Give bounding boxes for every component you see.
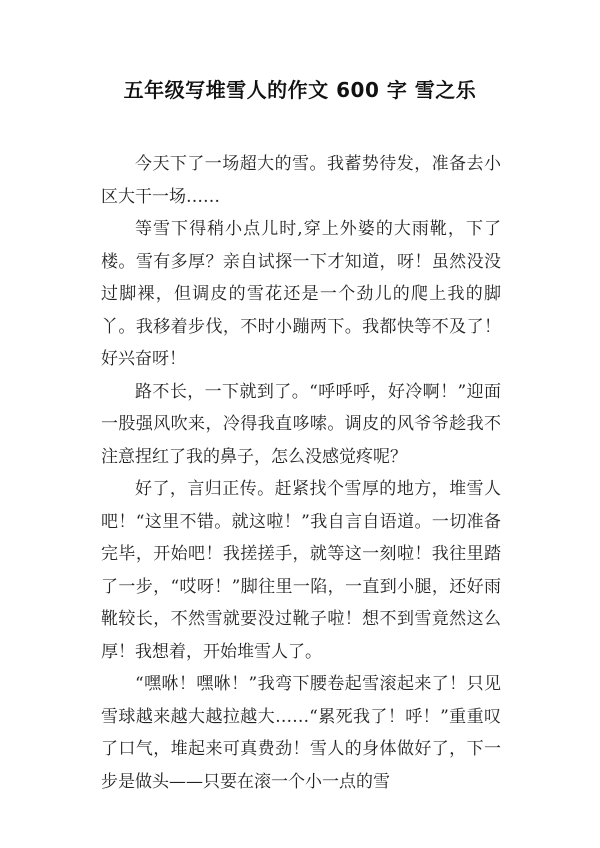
document-title: 五年级写堆雪人的作文 600 字 雪之乐 — [123, 78, 477, 102]
paragraph: 路不长，一下就到了。“呼呼呼，好冷啊！”迎面一股强风吹来，冷得我直哆嗦。调皮的风爷爷趁我不注意捏红了我的鼻子，怎么没感觉疼呢？ — [101, 381, 501, 467]
paragraph: 等雪下得稍小点儿时,穿上外婆的大雨靴，下了楼。雪有多厚？亲自试探一下才知道，呀！虽然没没过脚裸，但调皮的雪花还是一个劲儿的爬上我的脚丫。我移着步伐，不时小蹦两下。我都快等不及了！好兴奋呀！ — [101, 219, 501, 369]
paragraph: 好了，言归正传。赶紧找个雪厚的地方，堆雪人吧！“这里不错。就这啦！”我自言自语道。一切准备完毕，开始吧！我搓搓手，就等这一刻啦！我往里踏了一步，“哎呀！”脚往里一陷，一直到小腿，还好雨靴较长，不然雪就要没过靴子啦！想不到雪竟然这么厚！我想着，开始堆雪人了。 — [101, 479, 501, 662]
paragraph: 今天下了一场超大的雪。我蓄势待发，准备去小区大干一场…… — [101, 154, 501, 207]
paragraph: “嘿咻！嘿咻！”我弯下腰卷起雪滚起来了！只见雪球越来越大越拉越大……“累死我了！呼！”重重叹了口气，堆起来可真费劲！雪人的身体做好了，下一步是做头——只要在滚一个小一点的雪 — [101, 674, 501, 792]
document-body — [101, 148, 501, 798]
